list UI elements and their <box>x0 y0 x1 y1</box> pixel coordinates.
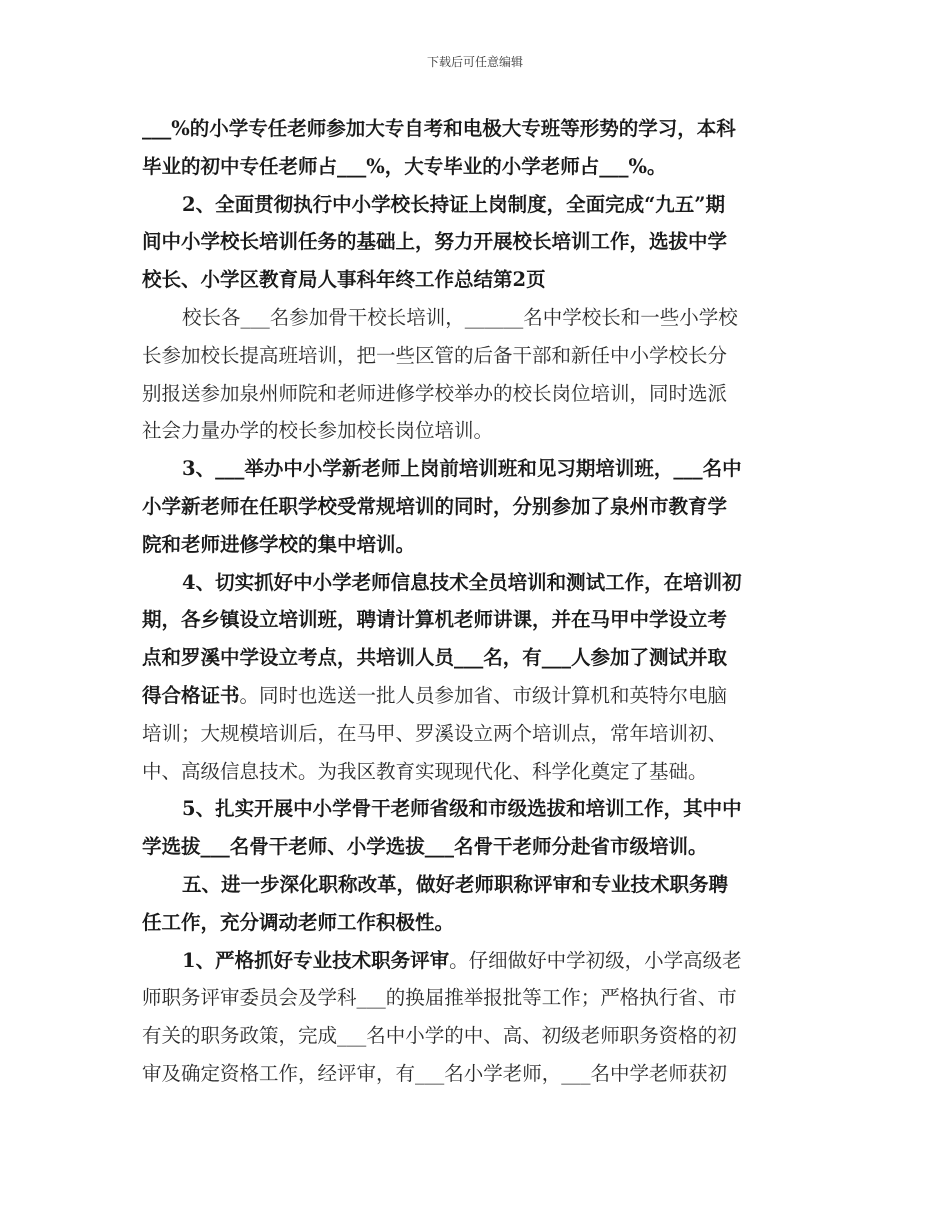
text-line: 点和罗溪中学设立考点，共培训人员___名，有___人参加了测试并取 <box>142 646 728 670</box>
text-line: 校长、小学区教育局人事科年终工作总结第2页 <box>142 268 546 292</box>
text-line <box>142 677 810 715</box>
text-line: 师职务评审委员会及学科___的换届推举报批等工作；严格执行省、市 <box>142 986 737 1010</box>
page-header: 下载后可任意编辑 <box>426 55 523 69</box>
text-line: 任工作，充分调动老师工作积极性。 <box>142 910 455 934</box>
text-line: 5、扎实开展中小学骨干老师省级和市级选拔和培训工作，其中中 <box>182 797 742 821</box>
text-line: 毕业的初中专任老师占___%，大专毕业的小学老师占___%。 <box>142 154 667 178</box>
text-line <box>142 942 810 980</box>
text-line: 中、高级信息技术。为我区教育实现现代化、科学化奠定了基础。 <box>142 759 708 783</box>
text-line: 间中小学校长培训任务的基础上，努力开展校长培训工作，选拔中学 <box>142 230 728 254</box>
document-body <box>142 110 810 1093</box>
text-line: 社会力量办学的校长参加校长岗位培训。 <box>142 419 494 443</box>
text-line: ___%的小学专任老师参加大专自考和电极大专班等形势的学习，本科 <box>142 117 736 140</box>
bold-segment: 1、严格抓好专业技术职务评审 <box>182 948 450 972</box>
text-line: 2、全面贯彻执行中小学校长持证上岗制度，全面完成“九五”期 <box>182 192 726 216</box>
text-line: 院和老师进修学校的集中培训。 <box>142 532 416 556</box>
text-line: 审及确定资格工作，经评审，有___名小学老师，___名中学老师获初 <box>142 1061 728 1085</box>
text-line: 别报送参加泉州师院和老师进修学校举办的校长岗位培训，同时选派 <box>142 381 728 405</box>
text-line: 小学新老师在任职学校受常规培训的同时，分别参加了泉州市教育学 <box>142 494 728 518</box>
text-line: 校长各___名参加骨干校长培训，______名中学校长和一些小学校 <box>182 305 738 329</box>
text-line: 有关的职务政策，完成___名中小学的中、高、初级老师职务资格的初 <box>142 1024 737 1048</box>
text-line: 学选拔___名骨干老师、小学选拔___名骨干老师分赴省市级培训。 <box>142 835 708 859</box>
text-line: 五、进一步深化职称改革，做好老师职称评审和专业技术职务聘 <box>182 872 729 896</box>
normal-segment: 。同时也选送一批人员参加省、市级计算机和英特尔电脑 <box>239 683 728 707</box>
text-line: 长参加校长提高班培训，把一些区管的后备干部和新任中小学校长分 <box>142 343 728 367</box>
normal-segment: 。仔细做好中学初级，小学高级老 <box>449 948 742 972</box>
text-line: 培训；大规模培训后，在马甲、罗溪设立两个培训点，常年培训初、 <box>142 721 728 745</box>
text-line: 3、___举办中小学新老师上岗前培训班和见习期培训班，___名中 <box>182 457 742 481</box>
text-line: 期，各乡镇设立培训班，聘请计算机老师讲课，并在马甲中学设立考 <box>142 608 728 632</box>
bold-segment: 得合格证书 <box>142 683 240 707</box>
text-line: 4、切实抓好中小学老师信息技术全员培训和测试工作，在培训初 <box>182 570 742 594</box>
